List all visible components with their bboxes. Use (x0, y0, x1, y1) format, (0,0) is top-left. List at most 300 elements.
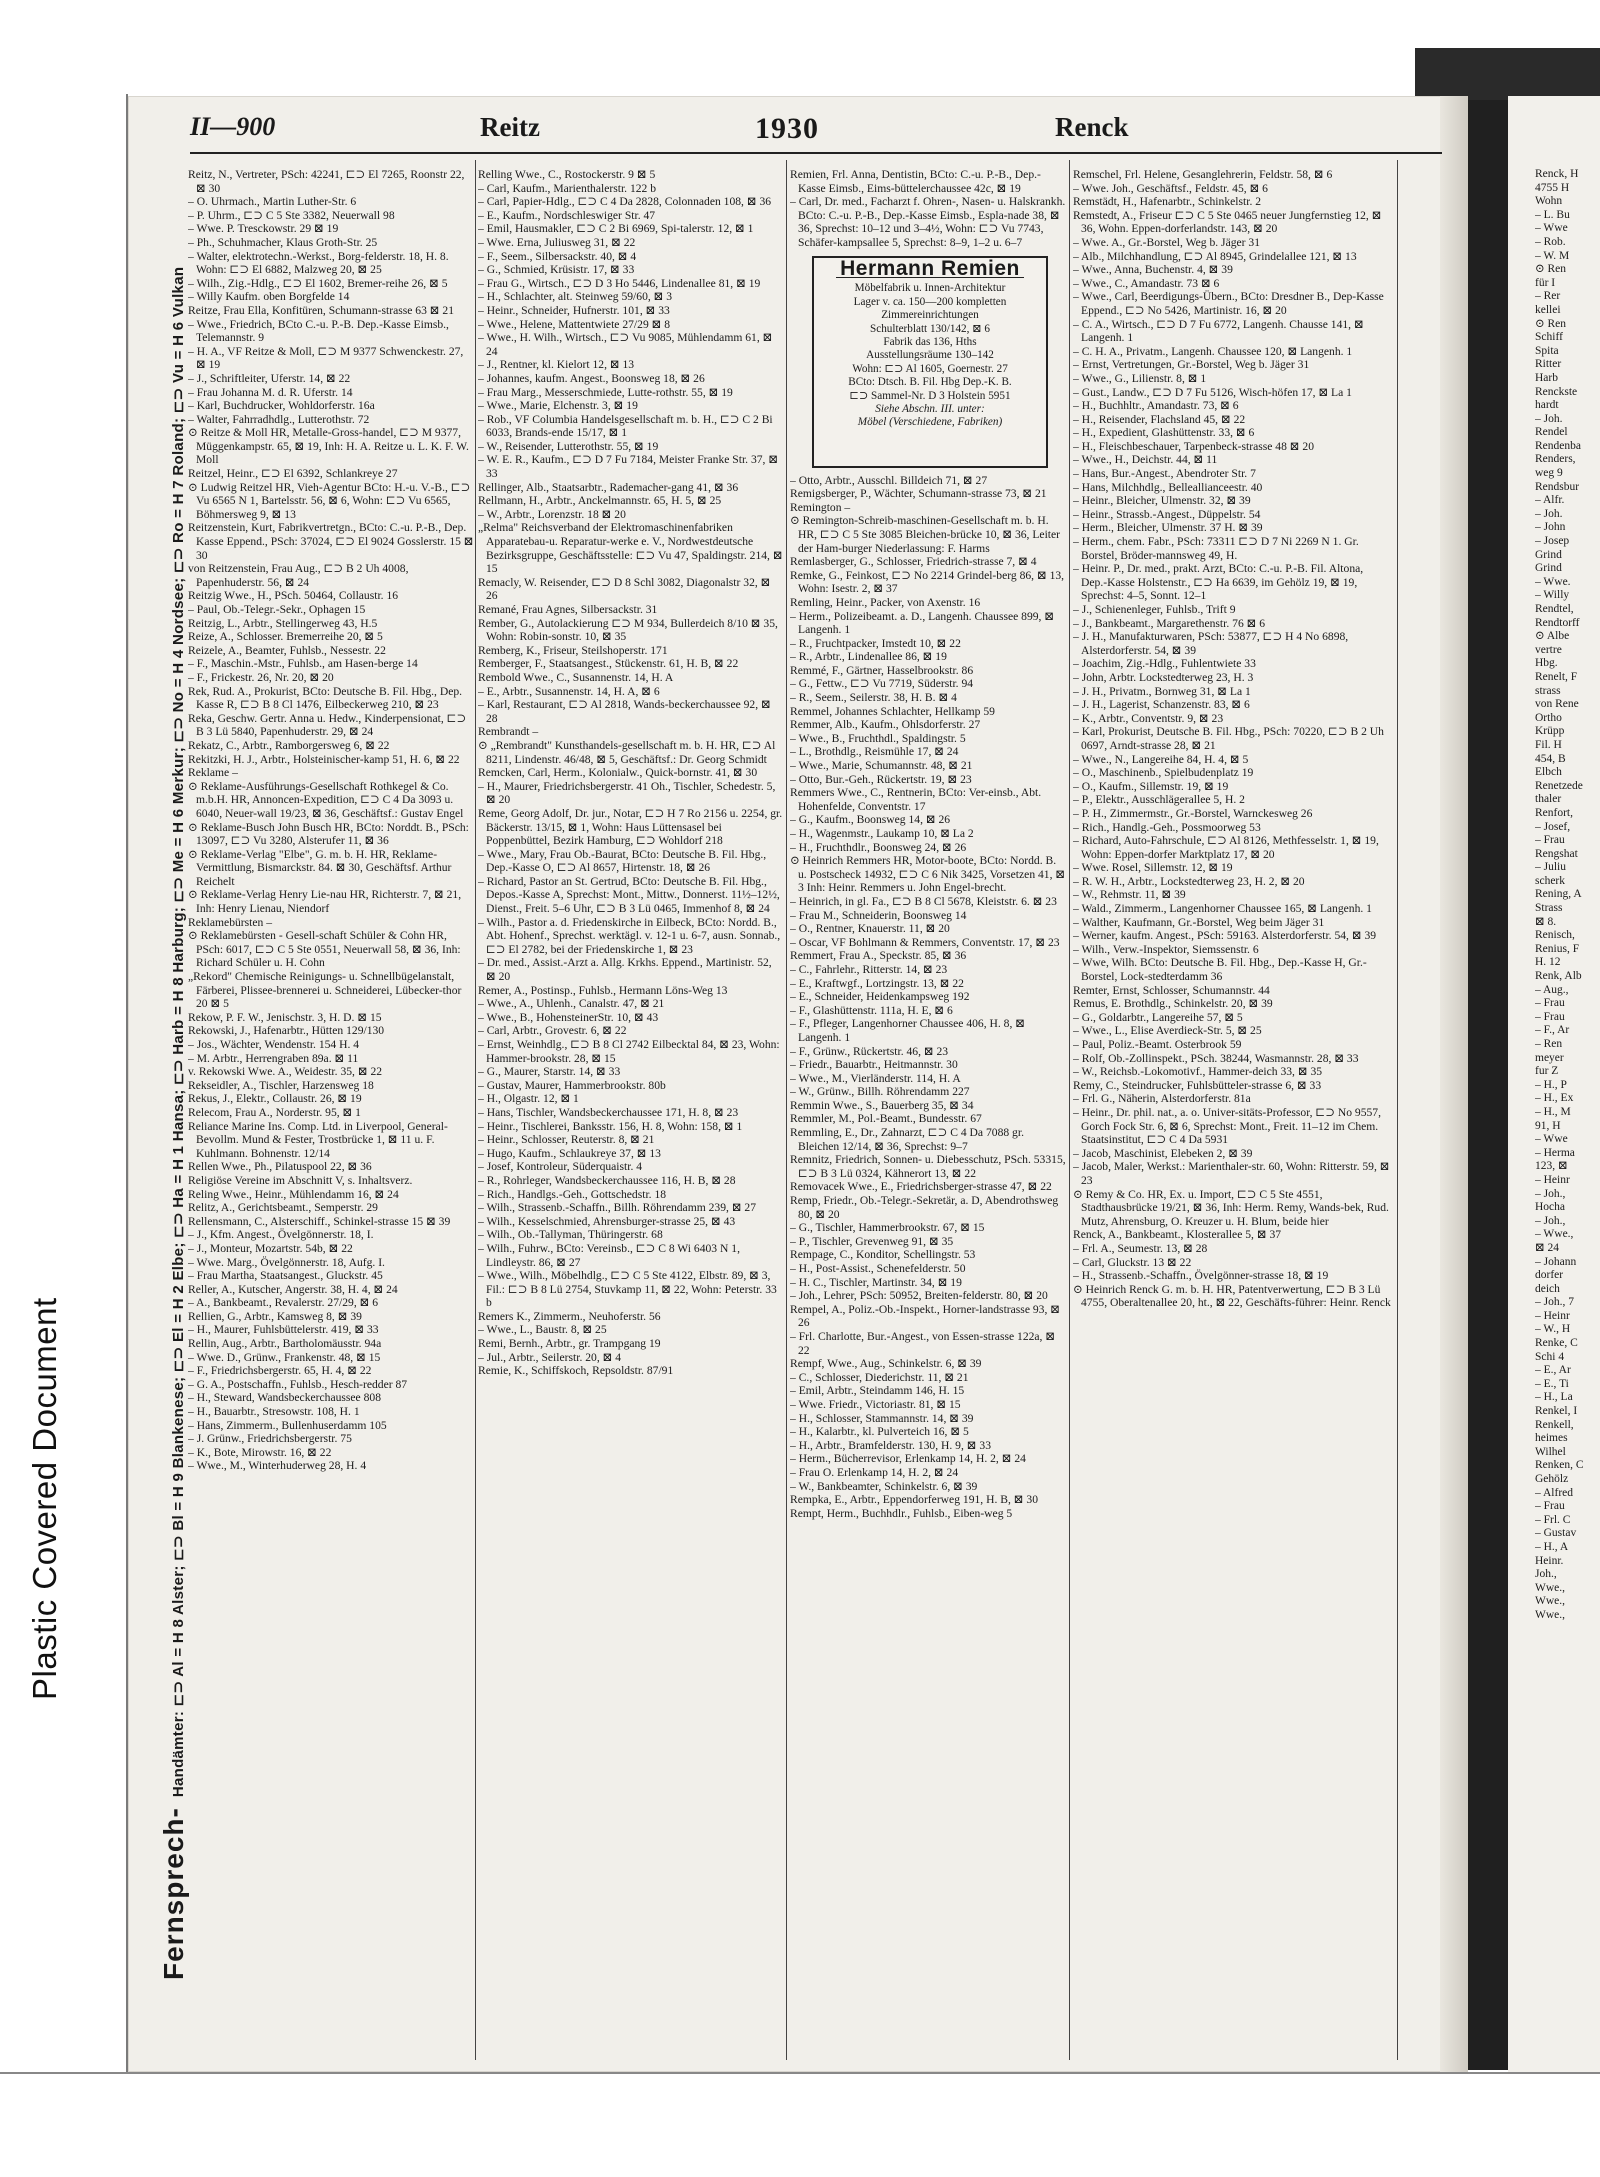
directory-entry: Rekitzki, H. J., Arbtr., Holsteinischer-kamp 51, H. 6, ⊠ 22 (188, 752, 460, 766)
directory-entry: Renke, C (1535, 1337, 1578, 1350)
directory-entry: – A., Bankbeamt., Revalerstr. 27/29, ⊠ 6 (188, 1296, 379, 1310)
directory-entry: – Frau (1535, 1500, 1565, 1513)
scanner-frame-top (1415, 48, 1600, 100)
directory-entry: – Wwe., Carl, Beerdigungs-Übern., BCto: Dresdner B., Dep-Kasse Eppend., ⊏⊃ No 5426, Martinistr. 16, ⊠ 20 (1073, 290, 1384, 317)
directory-entry: Renck, A., Bankbeamt., Klosterallee 5, ⊠ 37 (1073, 1228, 1282, 1242)
directory-entry: Rellensmann, C., Alsterschiff., Schinkel-strasse 15 ⊠ 39 (188, 1214, 451, 1228)
directory-entry: Remmé, F., Gärtner, Hasselbrookstr. 86 (790, 663, 974, 677)
directory-entry: – Ernst, Weinhdlg., ⊏⊃ B 8 Cl 2742 Eilbecktal 84, ⊠ 23, Wohn: Hammer-brookstr. 28, ⊠ 15 (478, 1038, 780, 1065)
directory-entry: Rekus, J., Elektr., Collaustr. 26, ⊠ 19 (188, 1092, 362, 1106)
directory-entry: ⊙ Heinrich Renck G. m. b. H. HR, Patentverwertung, ⊏⊃ B 3 Lü 4755, Oberaltenallee 20, ht., ⊠ 22, Geschäfts-führer: Heinr. Renck (1073, 1282, 1391, 1310)
directory-entry: – H., Maurer, Friedrichsbergerstr. 41 Oh., Tischler, Schedestr. 5, ⊠ 20 (478, 779, 776, 807)
directory-entry: 123, ⊠ (1535, 1160, 1568, 1173)
directory-entry: – Wwe. Erna, Juliusweg 31, ⊠ 22 (478, 235, 636, 249)
telephone-exchange-strip (130, 150, 189, 1980)
directory-entry: – W., H (1535, 1323, 1571, 1336)
directory-entry: – Oscar, VF Bohlmann & Remmers, Conventstr. 17, ⊠ 23 (790, 935, 1060, 949)
directory-entry: Wwe., (1535, 1581, 1566, 1594)
directory-entry: – W. M (1535, 249, 1570, 262)
directory-entry: ⊙ Reklamebürsten - Gesell-schaft Schüler & Cohn HR, PSch: 6017, ⊏⊃ C 5 Ste 0551, Neuerwall 58, ⊠ 36, Inh: Richard Schüler u. H. Cohn (188, 929, 461, 970)
directory-entry: Rening, A (1535, 888, 1582, 901)
directory-entry: Rellien, G., Arbtr., Kamsweg 8, ⊠ 39 (188, 1309, 362, 1323)
directory-entry: – Alfr. (1535, 494, 1565, 507)
directory-entry: Reitzenstein, Kurt, Fabrikvertretgn., BCto: C.-u. P.-B., Dep. Kasse Eppend., PSch: 37024, ⊏⊃ El 9024 Gosslerstr. 15 ⊠ 30 (188, 521, 474, 562)
directory-entry: meyer (1535, 1051, 1564, 1064)
directory-entry: Rek, Rud. A., Prokurist, BCto: Deutsche B. Fil. Hbg., Dep. Kasse R, ⊏⊃ B 8 Cl 1476, Eilbeckerweg 210, ⊠ 23 (188, 684, 463, 712)
directory-entry: – P., Elektr., Ausschlägerallee 5, H. 2 (1073, 793, 1245, 807)
directory-entry: – C., Schlosser, Diederichstr. 11, ⊠ 21 (790, 1370, 969, 1384)
advertisement-line: Wohn: ⊏⊃ Al 1605, Goernestr. 27 (852, 362, 1008, 375)
directory-entry: – E., Kaufm., Nordschleswiger Str. 47 (478, 208, 656, 222)
directory-entry: – Gustav (1535, 1527, 1577, 1540)
directory-entry: – F., Glashüttenstr. 111a, H. E, ⊠ 6 (790, 1003, 953, 1017)
directory-entry: – Juliu (1535, 861, 1566, 874)
directory-entry: Rengshat (1535, 847, 1578, 860)
directory-entry: – Carl, Dr. med., Facharzt f. Ohren-, Nasen- u. Halskrankh. BCto: C.-u. P.-B., Dep.-Kasse Eimsb., Espla-nade 38, ⊠ 36, Sprechst: 10–12 und 3–4½, Wohn: ⊏⊃ Vu 7743, Schäfer-kampsallee 5, Sprechst: 8–9, 1–2 u. 6–7 (790, 195, 1066, 249)
directory-entry: Rendtel, (1535, 603, 1574, 615)
directory-entry: – Wwe., Marie, Elchenstr. 3, ⊠ 19 (478, 399, 638, 413)
directory-entry: – J. H., Lagerist, Schanzenstr. 83, ⊠ 6 (1073, 698, 1250, 712)
directory-entry: Remke, G., Feinkost, ⊏⊃ No 2214 Grindel-berg 86, ⊠ 13, Wohn: Isestr. 2, ⊠ 37 (790, 568, 1065, 596)
directory-entry: – Ernst, Vertretungen, Gr.-Borstel, Weg b. Jäger 31 (1073, 358, 1310, 372)
advertisement-note: Siehe Abschn. III. unter: (875, 403, 985, 416)
column-rule (475, 160, 476, 2060)
directory-entry: – Wwe., M., Vierländerstr. 114, H. A (790, 1071, 961, 1085)
directory-entry: ⊙ Albe (1535, 630, 1570, 643)
directory-entry: – H., Schlachter, alt. Steinweg 59/60, ⊠ 3 (478, 290, 673, 304)
directory-entry: – Jacob, Maler, Werkst.: Marienthaler-str. 60, Wohn: Ritterstr. 59, ⊠ 23 (1073, 1160, 1390, 1187)
directory-entry: Strass (1535, 902, 1563, 915)
directory-entry: – H., Kalarbtr., kl. Pulverteich 16, ⊠ 5 (790, 1425, 969, 1439)
directory-entry: ⊙ Remy & Co. HR, Ex. u. Import, ⊏⊃ C 5 Ste 4551, Stadthausbrücke 19/21, ⊠ 36, Inh: Herm. Remy, Wands-bek, Rud. Mutz, Ahrensburg, O. Kreuzer u. H. Blum, beide hier (1073, 1187, 1389, 1228)
column-rule (1397, 160, 1398, 2060)
directory-entry: – Wwe., M., Winterhuderweg 28, H. 4 (188, 1459, 367, 1473)
directory-entry: – Johann (1535, 1255, 1577, 1268)
directory-entry: – Ph., Schuhmacher, Klaus Groth-Str. 25 (188, 235, 378, 249)
directory-entry: – Wwe., B., HohensteinerStr. 10, ⊠ 43 (478, 1010, 659, 1024)
directory-entry: – Wwe., G., Lilienstr. 8, ⊠ 1 (1073, 371, 1207, 385)
directory-entry: – Carl, Papier-Hdlg., ⊏⊃ C 4 Da 2828, Colonnaden 108, ⊠ 36 (478, 195, 772, 209)
directory-entry: Renk, Alb (1535, 970, 1582, 983)
directory-entry: – G., Tischler, Hammerbrookstr. 67, ⊠ 15 (790, 1221, 985, 1235)
directory-entry: Fil. H (1535, 738, 1562, 751)
directory-entry: Remers K., Zimmerm., Neuhoferstr. 56 (478, 1309, 661, 1323)
directory-entry: Remigsberger, P., Wächter, Schumann-strasse 73, ⊠ 21 (790, 487, 1047, 501)
telephone-strip-text: Handämter: ⊏⊃ Al = H 8 Alster; ⊏⊃ Bl = H 9 Blankenese; ⊏⊃ El = H 2 Elbe; ⊏⊃ Ha = H 1 Hansa; ⊏⊃ Harb = H 8 Harburg; ⊏⊃ Me = H 6 Merkur; ⊏⊃ No = H 4 Nordsee; ⊏⊃ Ro = H 7 Roland; ⊏⊃ Vu = H 6 Vulkan (170, 266, 187, 1798)
telephone-strip-title: Fernsprech- (158, 1807, 189, 1980)
directory-entry: – Rer (1535, 290, 1561, 303)
directory-entry: Remberg, K., Friseur, Steilshoperstr. 171 (478, 643, 668, 657)
directory-entry: Renetzede (1535, 779, 1583, 792)
directory-entry: – F., Frickestr. 26, Nr. 20, ⊠ 20 (188, 670, 334, 684)
directory-entry: Rembold Wwe., C., Susannenstr. 14, H. A (478, 670, 674, 684)
directory-entry: Remmling, E., Dr., Zahnarzt, ⊏⊃ C 4 Da 7088 gr. Bleichen 12/14, ⊠ 36, Sprechst: 9–7 (790, 1126, 1024, 1153)
directory-entry: Wwe., (1535, 1608, 1566, 1621)
directory-entry: Rekseidler, A., Tischler, Harzensweg 18 (188, 1078, 374, 1092)
directory-entry: – Hans, Tischler, Wandsbeckerchaussee 171, H. 8, ⊠ 23 (478, 1105, 739, 1119)
directory-entry: Remien, Frl. Anna, Dentistin, BCto: C.-u. P.-B., Dep.-Kasse Eimsb., Eims-büttelerchaussee 42c, ⊠ 19 (790, 168, 1041, 195)
directory-entry: – H., Buchhltr., Amandastr. 73, ⊠ 6 (1073, 399, 1239, 413)
directory-entry: – Alb., Milchhandlung, ⊏⊃ Al 8945, Grindelallee 121, ⊠ 13 (1073, 249, 1357, 263)
directory-entry: Wilhel (1535, 1445, 1566, 1458)
directory-entry: – Frl. A., Seumestr. 13, ⊠ 28 (1073, 1241, 1208, 1255)
directory-entry: – Joh. (1535, 412, 1563, 425)
directory-entry: Renisch, (1535, 929, 1575, 942)
directory-entry: – Paul, Poliz.-Beamt. Osterbrook 59 (1073, 1038, 1242, 1051)
directory-entry: – W., Reisender, Lutterothstr. 55, ⊠ 19 (478, 439, 659, 453)
directory-entry: – Joachim, Zig.-Hdlg., Fuhlentwiete 33 (1073, 657, 1256, 671)
directory-entry: Renius, F (1535, 942, 1580, 955)
directory-entry: Remy, C., Steindrucker, Fuhlsbütteler-strasse 6, ⊠ 33 (1073, 1078, 1322, 1092)
directory-entry: – Wwe. P. Tresckowstr. 29 ⊠ 19 (188, 222, 339, 236)
directory-entry: ⊙ Ren (1535, 317, 1567, 330)
directory-entry: – Wwe. (1535, 575, 1571, 588)
column-rule (1069, 160, 1070, 2060)
directory-entry: – H., Post-Assist., Schenefelderstr. 50 (790, 1262, 966, 1275)
directory-entry: Remmert, Frau A., Speckstr. 85, ⊠ 36 (790, 949, 967, 963)
directory-entry: Remling, Heinr., Packer, von Axenstr. 16 (790, 595, 981, 609)
directory-entry: – H., Bauarbtr., Stresowstr. 108, H. 1 (188, 1405, 360, 1419)
directory-entry: – Gustav, Maurer, Hammerbrookstr. 80b (478, 1078, 666, 1092)
directory-entry: – Wwe (1535, 222, 1568, 235)
directory-entry: Renelt, F (1535, 670, 1578, 683)
directory-entry: – Wwe., H. Wilh., Wirtsch., ⊏⊃ Vu 9085, Mühlendamm 61, ⊠ 24 (478, 331, 773, 358)
directory-entry: – Frau O. Erlenkamp 14, H. 2, ⊠ 24 (790, 1465, 959, 1479)
directory-entry: – H., Wagenmstr., Laukamp 10, ⊠ La 2 (790, 827, 974, 840)
directory-entry: – Frau G., Wirtsch., ⊏⊃ D 3 Ho 5446, Lindenallee 81, ⊠ 19 (478, 276, 761, 290)
directory-entry: – Herm., chem. Fabr., PSch: 73311 ⊏⊃ D 7 Ni 2269 N 1. Gr. Borstel, Bröder-mannsweg 49, H. (1073, 535, 1359, 562)
advertisement-line: Zimmereinrichtungen (881, 309, 979, 322)
directory-entry: Rembrandt – (478, 725, 539, 739)
directory-entry: – Willy Kaufm. oben Borgfelde 14 (188, 290, 350, 304)
directory-entry: Rekow, P. F. W., Jenischstr. 3, H. D. ⊠ 15 (188, 1010, 382, 1024)
directory-entry: – Wwe. Rosel, Sillemstr. 12, ⊠ 19 (1073, 861, 1233, 875)
directory-entry: – Otto, Arbtr., Ausschl. Billdeich 71, ⊠ 27 (790, 473, 988, 487)
advertisement-title: Hermann Remien (836, 262, 1024, 278)
directory-entry: – Wilh., Ob.-Tallyman, Thüringerstr. 68 (478, 1228, 663, 1242)
advertisement-line: ⊏⊃ Sammel-Nr. D 3 Holstein 5951 (849, 389, 1011, 402)
directory-entry: – E., Kraftwgf., Lortzingstr. 13, ⊠ 22 (790, 976, 964, 990)
directory-entry: Relling Wwe., C., Rostockerstr. 9 ⊠ 5 (478, 168, 656, 181)
directory-entry: – Wwe., B., Fruchthdl., Spaldingstr. 5 (790, 731, 966, 745)
directory-entry: – H., Expedient, Glashüttenstr. 33, ⊠ 6 (1073, 426, 1255, 440)
directory-entry: – Wwe., H., Deichstr. 44, ⊠ 11 (1073, 453, 1218, 467)
directory-entry: – J., Kfm. Angest., Övelgönnerstr. 18, I. (188, 1228, 374, 1242)
directory-entry: – Hugo, Kaufm., Schlaukreye 37, ⊠ 13 (478, 1146, 661, 1160)
directory-entry: – H., Steward, Wandsbeckerchaussee 808 (188, 1391, 381, 1405)
directory-entry: – Wwe. Marg., Övelgönnerstr. 18, Aufg. I. (188, 1255, 385, 1269)
directory-entry: – Wwe., Friedrich, BCto C.-u. P.-B. Dep.-Kasse Eimsb., Telemannstr. 9 (188, 317, 449, 345)
directory-entry: Heinr. (1535, 1554, 1564, 1567)
directory-entry: Remstädt, H., Hafenarbtr., Schinkelstr. 2 (1073, 195, 1262, 209)
directory-entry: Remi, Bernh., Arbtr., gr. Trampgang 19 (478, 1337, 661, 1351)
directory-entry: Reliance Marine Ins. Comp. Ltd. in Liverpool, General-Bevollm. Mund & Fester, Trostbrücke 1, ⊠ 11 u. F. Kuhlmann. Bohnenstr. 12/14 (188, 1119, 448, 1160)
advertisement-line: Schulterblatt 130/142, ⊠ 6 (870, 322, 990, 335)
directory-entry: – Heinr., Bleicher, Ulmenstr. 32, ⊠ 39 (1073, 494, 1251, 508)
directory-entry: – G., Fettw., ⊏⊃ Vu 7719, Süderstr. 94 (790, 677, 974, 691)
directory-entry: Reme, Georg Adolf, Dr. jur., Notar, ⊏⊃ H 7 Ro 2156 u. 2254, gr. Bäckerstr. 13/15, ⊠ 1, Wohn: Haus Lüttensasel bei Poppenbüttel, Bezirk Hamburg, ⊏⊃ Wohldorf 218 (478, 806, 783, 848)
directory-entry: – Wwe., A., Uhlenh., Canalstr. 47, ⊠ 21 (478, 997, 665, 1011)
advertisement-note: Möbel (Verschiedene, Fabriken) (857, 416, 1003, 429)
directory-entry: – E., Ar (1535, 1364, 1571, 1377)
directory-entry: Renckste (1535, 385, 1578, 398)
directory-entry: – Heinr. P., Dr. med., prakt. Arzt, BCto: C.-u. P.-B. Fil. Altona, Dep.-Kasse Holstenstr., ⊏⊃ Ha 6639, im Gehölz 19, ⊠ 19, Sprechst: 4–5, Sonnt. 12–1 (1073, 562, 1364, 603)
directory-entry: Remnitz, Friedrich, Sonnen- u. Diebesschutz, PSch. 53315, ⊏⊃ B 3 Lü 0324, Kähnerort 13, ⊠ 22 (790, 1153, 1066, 1180)
directory-entry: – Wwe. A., Gr.-Borstel, Weg b. Jäger 31 (1073, 235, 1261, 249)
directory-entry: – J., Rentner, kl. Kielort 12, ⊠ 13 (478, 358, 635, 372)
header-rule (190, 152, 1442, 154)
directory-entry: – John, Arbtr. Lockstedterweg 23, H. 3 (1073, 670, 1254, 684)
directory-entry: Krüpp (1535, 725, 1565, 738)
directory-entry: Harb (1535, 371, 1558, 384)
directory-entry: – R. W. H., Arbtr., Lockstedterweg 23, H. 2, ⊠ 20 (1073, 874, 1305, 888)
directory-entry: – Wilh., Pastor a. d. Friedenskirche in Eilbeck, BCto: Nordd. B., Abt. Hohenf., Sprechst. werktägl. v. 12-1 u. 6-7, ausn. Sonnab., ⊏⊃ El 2782, bei der Friedenskirche 1, ⊠ 23 (478, 915, 781, 956)
directory-entry: strass (1535, 684, 1561, 697)
directory-entry: Schiff (1535, 331, 1563, 344)
directory-entry: – Wwe., Marie, Schumannstr. 48, ⊠ 21 (790, 759, 973, 773)
directory-entry: ⊠ 8. (1535, 915, 1557, 928)
directory-entry: – Aug., (1535, 983, 1569, 996)
page-number: II—900 (190, 112, 276, 141)
advertisement-line: Lager v. ca. 150—200 kompletten (853, 295, 1007, 308)
directory-entry: Remschel, Frl. Helene, Gesanglehrerin, Feldstr. 58, ⊠ 6 (1073, 168, 1333, 181)
scanner-frame-gutter (1468, 100, 1508, 2070)
directory-entry: – R., Rohrleger, Wandsbeckerchaussee 116, H. B, ⊠ 28 (478, 1173, 736, 1187)
directory-entry: fur Z (1535, 1065, 1559, 1078)
directory-entry: – Frau Marg., Messerschmiede, Lutte-rothstr. 55, ⊠ 19 (478, 385, 733, 399)
directory-entry: Reitzel, Heinr., ⊏⊃ El 6392, Schlankreye 27 (188, 467, 398, 481)
directory-entry: – R., Seem., Seilerstr. 38, H. B. ⊠ 4 (790, 691, 957, 705)
directory-entry: – Walter, elektrotechn.-Werkst., Borg-felderstr. 18, H. 8. Wohn: ⊏⊃ El 6882, Malzweg 20, ⊠ 25 (188, 249, 449, 277)
directory-entry: – H., P (1535, 1078, 1567, 1091)
directory-entry: – Herm., Bleicher, Ulmenstr. 37 H. ⊠ 39 (1073, 521, 1263, 535)
directory-entry: – Walther, Kaufmann, Gr.-Borstel, Weg beim Jäger 31 (1073, 915, 1325, 929)
directory-entry: Reklamebürsten – (188, 915, 273, 929)
directory-entry: – E., Ti (1535, 1377, 1569, 1390)
page-gutter-shadow (1440, 96, 1468, 2072)
directory-entry: Removacek Wwe., E., Friedrichsberger-strasse 47, ⊠ 22 (790, 1180, 1052, 1194)
directory-entry: – Heinr., Dr. phil. nat., a. o. Univer-sitäts-Professor, ⊏⊃ No 9557, Gorch Fock Str. 6, ⊠ 6, Sprechst: Mont., Freit. 11–12 im Chem. Staatsinstitut, ⊏⊃ C 4 Da 5931 (1073, 1105, 1381, 1147)
directory-entry: Remcken, Carl, Herm., Kolonialw., Quick-bornstr. 41, ⊠ 30 (478, 766, 758, 780)
advertisement-lines (814, 282, 1046, 403)
directory-entry: – W., Arbtr., Lorenzstr. 18 ⊠ 20 (478, 507, 626, 521)
directory-entry: Relecom, Frau A., Norderstr. 95, ⊠ 1 (188, 1105, 361, 1119)
directory-entry: – Heinr., Schneider, Hufnerstr. 101, ⊠ 33 (478, 303, 670, 317)
directory-entry: – Wwe., Wilh., Möbelhdlg., ⊏⊃ C 5 Ste 4122, Elbstr. 89, ⊠ 3, Fil.: ⊏⊃ B 8 Lü 2754, Stuvkamp 11, ⊠ 22, Wohn: Peterstr. 33 b (478, 1269, 777, 1310)
directory-entry: Grind (1535, 548, 1562, 561)
directory-entry: Remer, A., Postinsp., Fuhlsb., Hermann Löns-Weg 13 (478, 983, 728, 997)
directory-entry: Rempel, A., Poliz.-Ob.-Inspekt., Horner-landstrasse 93, ⊠ 26 (790, 1302, 1060, 1330)
directory-entry: Rendel (1535, 426, 1568, 439)
directory-entry: Remmers Wwe., C., Rentnerin, BCto: Ver-einsb., Abt. Hohenfelde, Conventstr. 17 (790, 786, 1042, 813)
directory-entry: – O., Maschinenb., Spielbudenplatz 19 (1073, 766, 1254, 780)
directory-entry: – Hans, Bur.-Angest., Abendroter Str. 7 (1073, 467, 1256, 481)
directory-entry: Gehölz (1535, 1473, 1569, 1485)
directory-entry: für I (1535, 276, 1556, 289)
directory-entry: – H., Fruchthdlr., Boonsweg 24, ⊠ 26 (790, 840, 967, 854)
directory-entry: – F., Seem., Silbersackstr. 40, ⊠ 4 (478, 249, 637, 263)
directory-entry: Hbg. (1535, 657, 1558, 670)
directory-entry: Spita (1535, 344, 1559, 357)
directory-entry: – W., Reichsb.-Lokomotivf., Hammer-deich 33, ⊠ 35 (1073, 1065, 1323, 1079)
directory-entry: H. 12 (1535, 956, 1561, 969)
directory-entry: Rendenba (1535, 439, 1581, 452)
directory-entry: – Wald., Zimmerm., Langenhorner Chaussee 165, ⊠ Langenh. 1 (1073, 902, 1372, 916)
directory-entry: – J. Grünw., Friedrichsbergerstr. 75 (188, 1432, 352, 1446)
directory-entry: ⊙ „Rembrandt" Kunsthandels-gesellschaft m. b. H. HR, ⊏⊃ Al 8211, Lindenstr. 46/48, ⊠ 5, Geschäftsf.: Dr. Georg Schmidt (478, 738, 776, 766)
directory-entry: Joh., (1535, 1568, 1557, 1581)
directory-entry: Rempage, C., Konditor, Schellingstr. 53 (790, 1248, 976, 1262)
directory-entry: – H., Reisender, Flachsland 45, ⊠ 22 (1073, 412, 1246, 426)
directory-entry: Relitz, A., Gerichtsbeamt., Semperstr. 29 (188, 1201, 378, 1215)
directory-entry: Remacly, W. Reisender, ⊏⊃ D 8 Schl 3082, Diagonalstr 32, ⊠ 26 (478, 575, 771, 603)
directory-entry: – Wwe., L., Elise Averdieck-Str. 5, ⊠ 25 (1073, 1024, 1262, 1038)
directory-entry: – O., Rentner, Knauerstr. 11, ⊠ 20 (790, 922, 950, 936)
directory-entry: Remmer, Alb., Kaufm., Ohlsdorferstr. 27 (790, 718, 981, 732)
directory-entry: – J. H., Privatm., Bornweg 31, ⊠ La 1 (1073, 684, 1251, 698)
directory-entry: Remmler, M., Pol.-Beamt., Bundesstr. 67 (790, 1112, 982, 1126)
directory-entry: – H., Olgastr. 12, ⊠ 1 (478, 1092, 579, 1106)
directory-entry: ⊙ Reitze & Moll HR, Metalle-Gross-handel, ⊏⊃ M 9377, Müggenkampstr. 65, ⊠ 19, Inh: H. A. Reitze u. L. K. F. W. Moll (188, 426, 469, 467)
directory-entry: 4755 H (1535, 181, 1570, 194)
directory-entry: – Frau (1535, 1010, 1565, 1023)
directory-entry: – Ren (1535, 1038, 1563, 1050)
directory-entry: – H. C., Tischler, Martinstr. 34, ⊠ 19 (790, 1275, 962, 1289)
directory-entry: – Heinr., Strassb.-Angest., Düppelstr. 54 (1073, 507, 1261, 521)
advertisement-line: Ausstellungsräume 130–142 (866, 349, 994, 362)
directory-entry: Ortho (1535, 711, 1562, 724)
directory-entry: – Emil, Hausmakler, ⊏⊃ C 2 Bi 6969, Spi-talerstr. 12, ⊠ 1 (478, 222, 754, 236)
directory-entry: ⊙ Reklame-Verlag "Elbe", G. m. b. H. HR, Reklame-Vermittlung, Bismarckstr. 84. ⊠ 30, Geschäftsf. Arthur Reichelt (188, 847, 452, 888)
directory-entry: – F., Pfleger, Langenhorner Chaussee 406, H. 8, ⊠ Langenh. 1 (790, 1017, 1025, 1044)
directory-entry: – K., Arbtr., Conventstr. 9, ⊠ 23 (1073, 711, 1224, 725)
directory-entry: – Gust., Landw., ⊏⊃ D 7 Fu 5126, Wisch-höfen 17, ⊠ La 1 (1073, 385, 1352, 399)
directory-entry: 454, B (1535, 752, 1566, 765)
directory-entry: Reling Wwe., Heinr., Mühlendamm 16, ⊠ 24 (188, 1187, 399, 1201)
directory-entry: Remington – (790, 500, 851, 514)
directory-entry: – Frau M., Schneiderin, Boonsweg 14 (790, 908, 967, 922)
directory-entry: Remie, K., Schiffskoch, Repsoldstr. 87/91 (478, 1364, 674, 1378)
directory-entry: – Herm., Bücherrevisor, Erlenkamp 14, H. 2, ⊠ 24 (790, 1452, 1026, 1466)
directory-entry: deich (1535, 1282, 1560, 1295)
directory-entry: – Joh., (1535, 1214, 1566, 1227)
directory-entry: Remus, E. Brothdlg., Schinkelstr. 20, ⊠ 39 (1073, 997, 1273, 1011)
directory-entry: Reizele, A., Beamter, Fuhlsb., Nessestr. 22 (188, 643, 386, 657)
directory-entry: – Carl, Gluckstr. 13 ⊠ 22 (1073, 1255, 1192, 1269)
running-header (190, 112, 1290, 146)
directory-entry: – G., Goldarbtr., Langereihe 57, ⊠ 5 (1073, 1010, 1243, 1024)
directory-entry: – Frau (1535, 834, 1565, 847)
directory-entry: Remp, Friedr., Ob.-Telegr.-Sekretär, a. D, Abendrothsweg 80, ⊠ 20 (790, 1194, 1059, 1221)
directory-entry: Ritter (1535, 358, 1562, 371)
directory-entry: Rekatz, C., Arbtr., Ramborgersweg 6, ⊠ 22 (188, 738, 390, 752)
directory-entry: – Frl. Charlotte, Bur.-Angest., von Essen-strasse 122a, ⊠ 22 (790, 1329, 1056, 1357)
directory-entry: – Wwe., Anna, Buchenstr. 4, ⊠ 39 (1073, 263, 1233, 277)
directory-entry: – H. A., VF Reitze & Moll, ⊏⊃ M 9377 Schwenckestr. 27, ⊠ 19 (188, 344, 464, 372)
directory-entry: weg 9 (1535, 467, 1563, 480)
directory-entry: – Wwe., C., Amandastr. 73 ⊠ 6 (1073, 276, 1220, 290)
advertisement-line: Möbelfabrik u. Innen-Architektur (854, 282, 1006, 295)
directory-entry: – Wwe (1535, 1133, 1568, 1146)
directory-entry: – Jacob, Maschinist, Elebeken 2, ⊠ 39 (1073, 1146, 1253, 1160)
directory-entry: Reize, A., Schlosser. Bremerreihe 20, ⊠ 5 (188, 630, 383, 644)
scanner-margin-bottom (0, 0, 1600, 105)
directory-entry: – H., Fleischbeschauer, Tarpenbeck-strasse 48 ⊠ 20 (1073, 439, 1314, 453)
directory-entry: – G. A., Postschaffn., Fuhlsb., Hesch-redder 87 (188, 1377, 408, 1391)
directory-entry: ⊙ Reklame-Verlag Henry Lie-nau HR, Richterstr. 7, ⊠ 21, Inh: Henry Lienau, Niendorf (188, 888, 462, 916)
directory-entry: – F., Grünw., Rückertstr. 46, ⊠ 23 (790, 1044, 949, 1058)
directory-entry: Remané, Frau Agnes, Silbersackstr. 31 (478, 603, 658, 616)
directory-entry: – Dr. med., Assist.-Arzt a. Allg. Krkhs. Eppend., Martinistr. 52, ⊠ 20 (478, 956, 772, 984)
directory-entry: – Rich., Handlg.-Geh., Possmoorweg 53 (1073, 820, 1261, 834)
directory-entry: Reitzig, L., Arbtr., Stellingerweg 43, H.5 (188, 616, 378, 630)
directory-entry: – K., Bote, Mirowstr. 16, ⊠ 22 (188, 1445, 332, 1459)
directory-entry: – L., Brothdlg., Reismühle 17, ⊠ 24 (790, 745, 959, 759)
advertisement-line: Fabrik das 136, Hths (883, 336, 977, 349)
directory-entry: – M. Arbtr., Herrengraben 89a. ⊠ 11 (188, 1051, 359, 1065)
directory-entry: – J., Monteur, Mozartstr. 54b, ⊠ 22 (188, 1241, 353, 1255)
directory-entry: ⊙ Ludwig Reitzel HR, Vieh-Agentur BCto: H.-u. V.-B., ⊏⊃ Vu 6565 N 1, Bartelsstr. 56, ⊠ 6, Wohn: ⊏⊃ Vu 6565, Böhmersweg 9, ⊠ 13 (188, 480, 471, 521)
directory-entry: – Joh., (1535, 1187, 1566, 1200)
directory-entry: scherk (1535, 874, 1566, 887)
directory-entry: von Reitzenstein, Frau Aug., ⊏⊃ B 2 Uh 4008, Papenhuderstr. 56, ⊠ 24 (188, 562, 409, 589)
directory-entry: – H., M (1535, 1105, 1571, 1118)
directory-entry: – H., Ex (1535, 1092, 1574, 1105)
directory-entry: – Hans, Zimmerm., Bullenhuserdamm 105 (188, 1418, 387, 1432)
directory-entry: Remmin Wwe., S., Bauerberg 35, ⊠ 34 (790, 1098, 974, 1112)
header-first-keyword: Reitz (480, 112, 540, 142)
directory-column-4 (1073, 168, 1391, 2058)
directory-entry: Remter, Ernst, Schlosser, Schumannstr. 44 (1073, 983, 1270, 997)
directory-entry: Reitzig Wwe., H., PSch. 50464, Collaustr. 16 (188, 589, 399, 603)
directory-entry: – Wwe, Wilh. BCto: Deutsche B. Fil. Hbg., Dep.-Kasse H, Gr.-Borstel, Lock-stedterdamm 36 (1073, 956, 1367, 984)
directory-entry: Rendsbur (1535, 480, 1580, 493)
directory-entry: – Joh., 7 (1535, 1296, 1574, 1309)
directory-entry: – F., Maschin.-Mstr., Fuhlsb., am Hasen-berge 14 (188, 657, 418, 671)
directory-entry: – O., Kaufm., Sillemstr. 19, ⊠ 19 (1073, 779, 1229, 793)
directory-entry: – G., Maurer, Starstr. 14, ⊠ 33 (478, 1065, 621, 1079)
directory-entry: v. Rekowski Wwe. A., Weidestr. 35, ⊠ 22 (188, 1065, 383, 1079)
column-rule (786, 160, 787, 2060)
directory-entry: – Karl, Buchdrucker, Wohldorferstr. 16a (188, 399, 375, 413)
directory-entry: Rekowski, J., Hafenarbtr., Hütten 129/130 (188, 1024, 385, 1038)
directory-entry: Renfort, (1535, 806, 1574, 819)
directory-entry: Remstedt, A., Friseur ⊏⊃ C 5 Ste 0465 neuer Jungfernstieg 12, ⊠ 36, Wohn. Eppen-dorferlandstr. 143, ⊠ 20 (1073, 208, 1382, 236)
directory-entry: – Frau (1535, 997, 1565, 1010)
directory-entry: – Herm., Polizeibeamt. a. D., Langenh. Chaussee 899, ⊠ Langenh. 1 (790, 609, 1055, 637)
directory-entry: ⊙ Ren (1535, 263, 1567, 276)
directory-entry: – Wwe., Helene, Mattentwiete 27/29 ⊠ 8 (478, 317, 671, 331)
directory-entry: – Wilh., Zig.-Hdlg., ⊏⊃ El 1602, Bremer-reihe 26, ⊠ 5 (188, 276, 448, 290)
telephone-exchange-legend (158, 150, 190, 1980)
directory-entry: – Richard, Pastor an St. Gertrud, BCto: Deutsche B. Fil. Hbg., Depos.-Kasse A, Sprechst: Mont., Mittw., Donnerst. 11½–12½, Dienst., Freit. 5–6 Uhr, ⊏⊃ B 3 Lü 0465, Immenhof 8, ⊠ 24 (478, 874, 780, 916)
directory-entry: – Rolf, Ob.-Zollinspekt., PSch. 38244, Wasmannstr. 28, ⊠ 33 (1073, 1051, 1359, 1065)
directory-entry: – J., Schriftleiter, Uferstr. 14, ⊠ 22 (188, 371, 351, 385)
directory-entry: Grind (1535, 562, 1562, 575)
directory-entry: Remlasberger, G., Schlosser, Friedrich-strasse 7, ⊠ 4 (790, 555, 1037, 569)
directory-entry: ⊙ Heinrich Remmers HR, Motor-boote, BCto: Nordd. B. u. Postscheck 14932, ⊏⊃ C 6 Nik 3425, Vorsetzen 41, ⊠ 3 Inh: Heinr. Remmers u. John Engel-brecht. (790, 854, 1066, 895)
header-last-keyword: Renck (1055, 112, 1129, 142)
directory-entry: Reitz, N., Vertreter, PSch: 42241, ⊏⊃ El 7265, Roonstr 22, ⊠ 30 (188, 168, 465, 195)
directory-entry: Renders, (1535, 453, 1576, 466)
directory-entry: – J., Bankbeamt., Margarethenstr. 76 ⊠ 6 (1073, 616, 1266, 630)
directory-entry: – F., Friedrichsbergerstr. 65, H. 4, ⊠ 22 (188, 1364, 372, 1378)
directory-entry: – E., Schneider, Heidenkampsweg 192 (790, 990, 970, 1004)
directory-entry: – John (1535, 521, 1566, 534)
directory-entry: von Rene (1535, 698, 1579, 711)
directory-entry: – H., Maurer, Fuhlsbüttelerstr. 419, ⊠ 33 (188, 1323, 379, 1337)
directory-entry: – Jos., Wächter, Wendenstr. 154 H. 4 (188, 1038, 360, 1051)
